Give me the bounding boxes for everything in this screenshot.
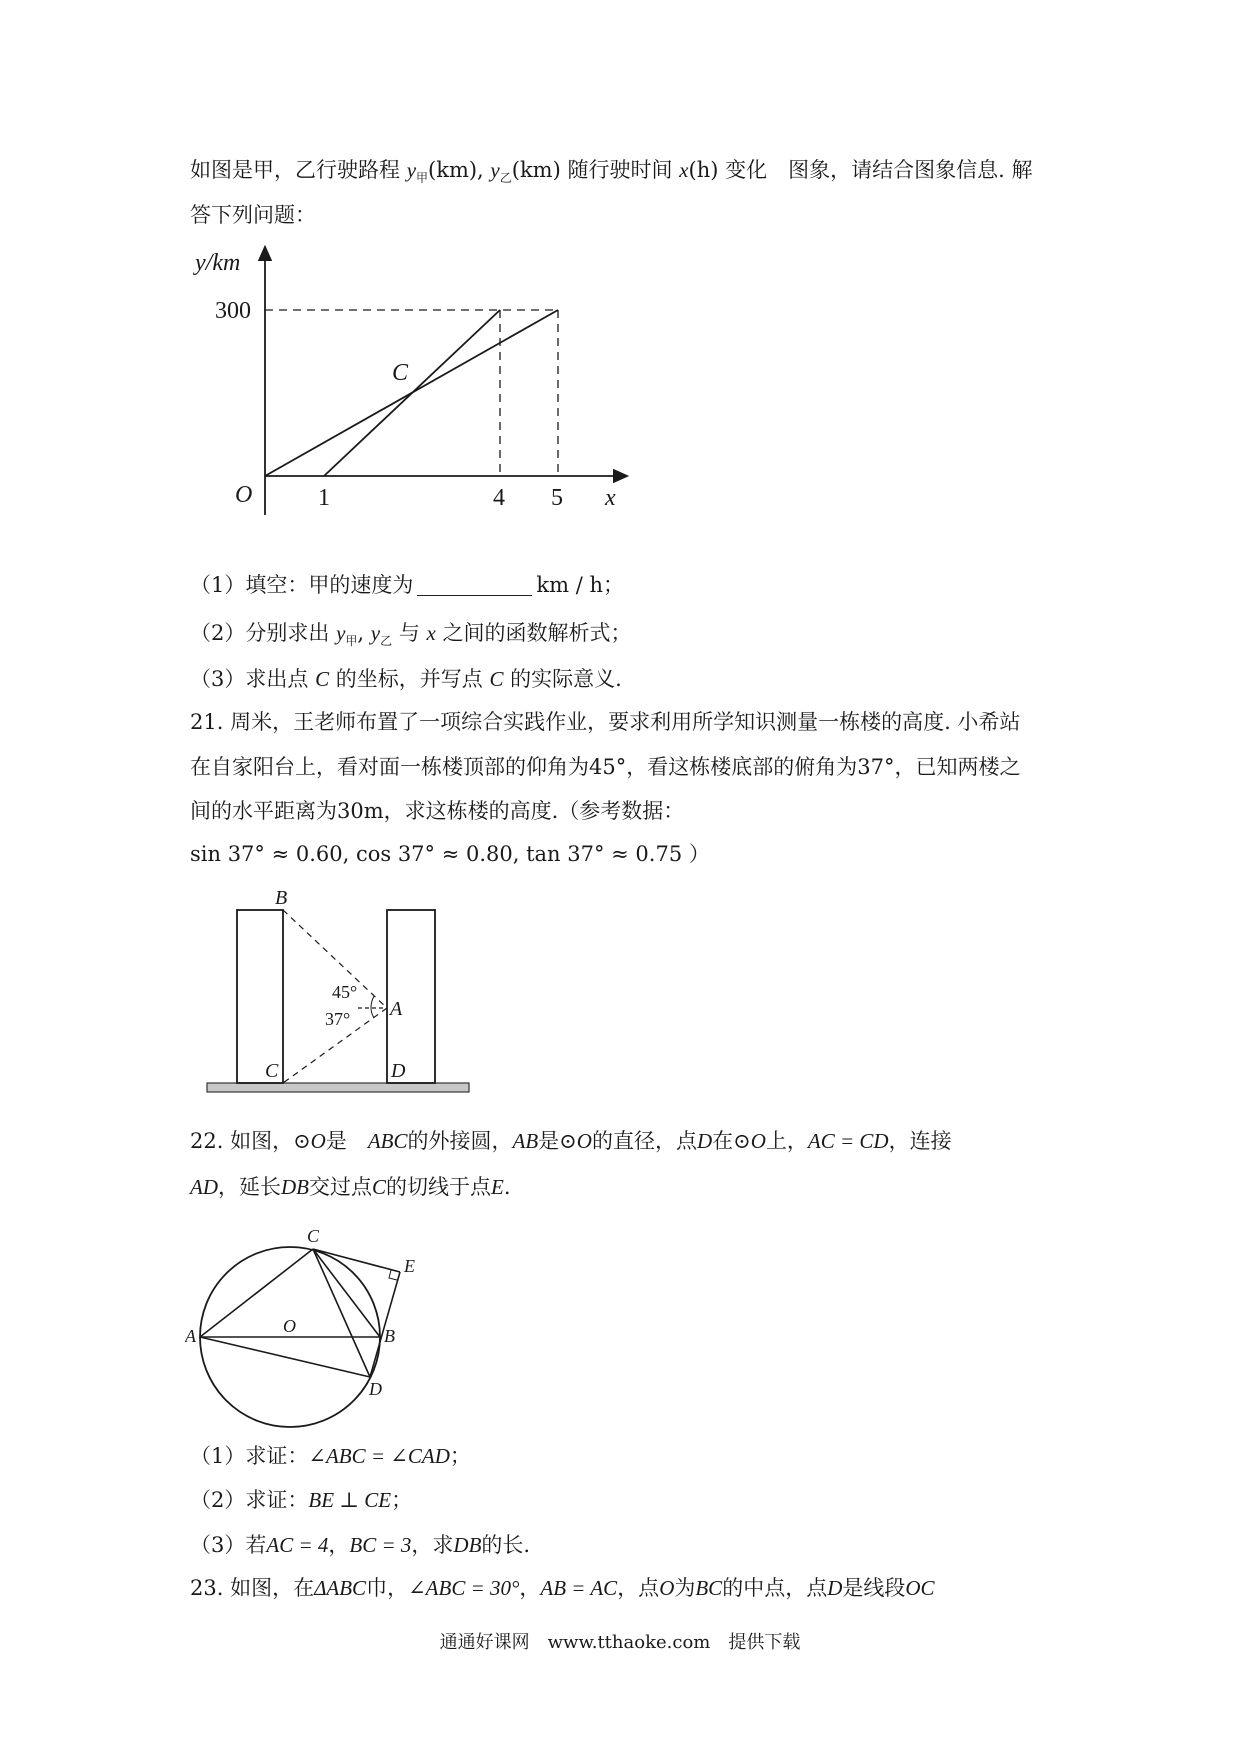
y-axis-label: y/km bbox=[195, 250, 241, 276]
label-a: A bbox=[390, 998, 403, 1020]
page-footer: 通通好课网 www.tthaoke.com 提供下载 bbox=[439, 1632, 801, 1653]
q22-sub3: （3）若AC = 4，BC = 3，求DB的长. bbox=[190, 1533, 531, 1557]
q22-line1: 22. 如图，⊙O是 ABC的外接圆，AB是⊙O的直径，点D在⊙O上，AC = CD，连接 bbox=[190, 1129, 952, 1153]
segment-ac bbox=[200, 1249, 313, 1337]
q22-sub1: （1）求证：∠ABC = ∠CAD； bbox=[190, 1444, 471, 1468]
tick-300: 300 bbox=[215, 298, 251, 324]
label-e: E bbox=[404, 1256, 415, 1276]
label-c: C bbox=[265, 1060, 279, 1082]
q21-buildings-figure bbox=[200, 880, 480, 1105]
q20-sub3: （3）求出点 C 的坐标，并写点 C 的实际意义. bbox=[190, 667, 622, 691]
left-building bbox=[237, 910, 283, 1083]
segment-de bbox=[370, 1272, 400, 1377]
ground bbox=[207, 1083, 469, 1092]
right-building bbox=[387, 910, 435, 1083]
q21-line1: 21. 周米，王老师布置了一项综合实践作业，要求利用所学知识测量一栋楼的高度. 小希站 bbox=[190, 710, 1021, 734]
q20-intro-line2: 答下列问题： bbox=[190, 203, 316, 227]
q21-line4: sin 37° ≈ 0.60, cos 37° ≈ 0.80, tan 37° ≈ 0.75 ） bbox=[190, 842, 710, 866]
angle-arc bbox=[371, 996, 374, 1018]
segment-ad bbox=[200, 1337, 370, 1377]
q22-sub2: （2）求证：BE ⊥ CE； bbox=[190, 1488, 413, 1512]
line-yi bbox=[324, 310, 500, 476]
origin-label: O bbox=[235, 482, 253, 508]
q20-distance-time-graph bbox=[190, 240, 640, 530]
q21-line3: 间的水平距离为30m，求这栋楼的高度.（参考数据： bbox=[190, 799, 685, 823]
tick-5: 5 bbox=[551, 485, 563, 511]
q22-line2: AD，延长DB交过点C的切线于点E. bbox=[190, 1175, 511, 1199]
label-o: O bbox=[283, 1316, 296, 1336]
answer-blank[interactable] bbox=[417, 573, 532, 596]
tangent-ce bbox=[313, 1249, 400, 1272]
q20-intro-line1: 如图是甲，乙行驶路程 $y_甲(km)$, $y_乙(km)$ 随行驶时间 x(h) 变化 图象，请结合图象信息. 解 bbox=[190, 158, 1033, 186]
angle-45-label: 45° bbox=[332, 982, 358, 1002]
label-d: D bbox=[391, 1060, 406, 1082]
q21-line2: 在自家阳台上，看对面一栋楼顶部的仰角为45°，看这栋楼底部的俯角为37°，已知两楼之 bbox=[190, 755, 1021, 779]
label-c: C bbox=[307, 1226, 320, 1246]
label-a: A bbox=[185, 1326, 196, 1346]
label-d: D bbox=[369, 1379, 382, 1399]
label-b: B bbox=[384, 1326, 395, 1346]
q23-line1: 23. 如图，在ΔABC巾，∠ABC = 30°，AB = AC，点O为BC的中点，点D是线段OC bbox=[190, 1576, 935, 1600]
q20-sub1: （1）填空：甲的速度为 km / h； bbox=[190, 573, 624, 597]
point-c-label: C bbox=[392, 360, 409, 386]
q22-circle-figure bbox=[185, 1212, 435, 1452]
angle-37-label: 37° bbox=[325, 1009, 351, 1029]
label-b: B bbox=[275, 887, 288, 909]
tick-1: 1 bbox=[318, 485, 330, 511]
x-axis-label: x bbox=[605, 485, 616, 511]
tick-4: 4 bbox=[493, 485, 505, 511]
q20-sub2: （2）分别求出 $y_甲$, $y_乙$ 与 x 之间的函数解析式； bbox=[190, 621, 632, 649]
